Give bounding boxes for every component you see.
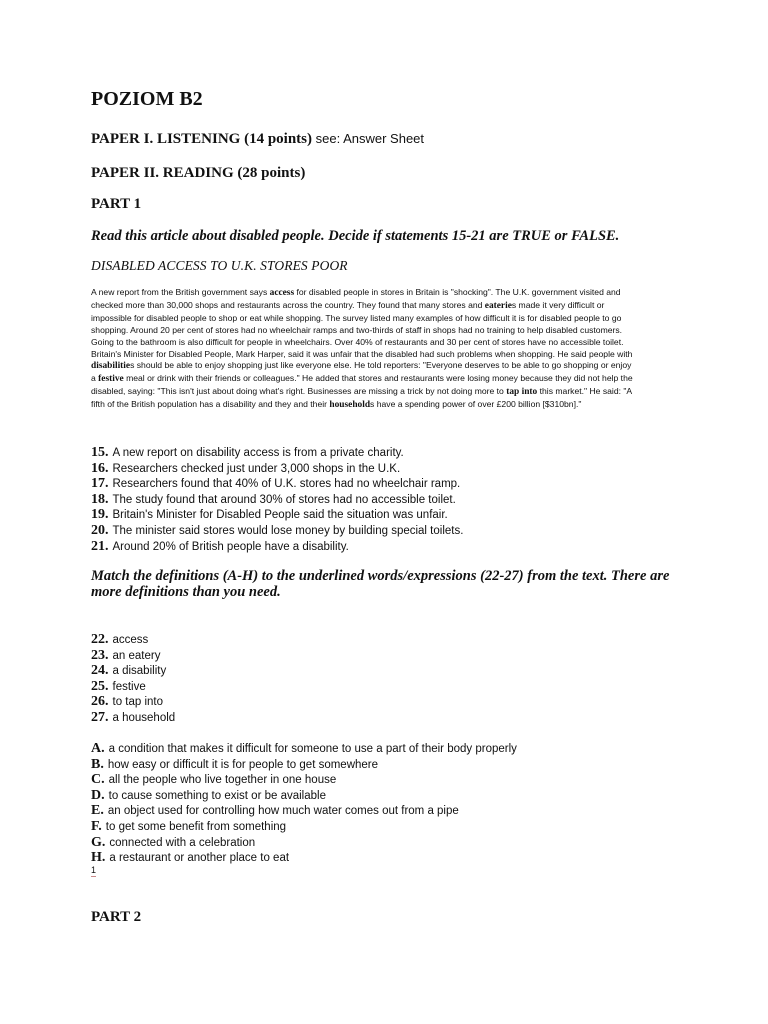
part1-heading: PART 1 (91, 196, 142, 212)
keyword-access: access (269, 288, 295, 298)
keyword-eateries: eaterie (484, 300, 512, 311)
statement-item (91, 522, 463, 538)
word-number: 25. (91, 678, 109, 694)
statement-item (91, 444, 463, 460)
word-text: a disability (112, 665, 167, 678)
definition-item (91, 756, 517, 772)
definition-letter: H. (91, 850, 106, 866)
word-number: 27. (91, 709, 109, 725)
statement-number: 21. (91, 538, 109, 554)
article-text: made it very difficult or impossible for disabled people to shop or eat while shopping. The survey listed many examples of how difficult it is for disabled people to go shopping. Around 20 per cent of stores had no wheelchair ramps and two-thirds of staff in shops had no training to help disabled customers. Going to the bathroom is also difficult for people in wheelchairs. Over 40% of restaurants and 30 per cent of stores have no accessible toilet. (91, 299, 624, 347)
definition-text: an object used for controlling how much water comes out from a pipe (107, 805, 459, 818)
statement-text: The minister said stores would lose money by building special toilets. (112, 524, 464, 537)
statement-number: 19. (91, 507, 109, 523)
definition-text: how easy or difficult it is for people to get somewhere (107, 758, 379, 771)
article-text: s (511, 299, 517, 310)
footnote-marker: 1 (91, 865, 97, 875)
definition-item (91, 818, 517, 834)
word-text: a household (112, 711, 176, 724)
statement-item (91, 475, 463, 491)
definition-letter: G. (91, 834, 106, 850)
statement-item (91, 460, 463, 476)
statements-list (91, 444, 463, 553)
statement-text: A new report on disability access is from a private charity. (112, 447, 404, 459)
keyword-tap-into: tap into (506, 387, 538, 398)
definition-text: all the people who live together in one house (108, 774, 337, 787)
definition-text: a restaurant or another place to eat (109, 852, 290, 865)
article-paragraph (91, 349, 636, 413)
statement-number: 18. (91, 491, 109, 507)
definition-item (91, 771, 517, 787)
statement-text: The study found that around 30% of stores had no accessible toilet. (112, 493, 456, 506)
word-text: to tap into (112, 696, 164, 709)
word-item (91, 631, 175, 647)
word-item (91, 693, 175, 709)
paper1-heading (91, 131, 424, 148)
word-text: festive (112, 680, 146, 693)
statement-text: Researchers found that 40% of U.K. stores had no wheelchair ramp. (112, 478, 461, 491)
definition-item (91, 787, 517, 803)
article-text: Britain's Minister for Disabled People, Mark Harper, said it was unfair that the disabled had such problems when shopping. He said people with (91, 348, 633, 359)
instruction-true-false: Read this article about disabled people. Decide if statements 15-21 are TRUE or FALSE. (91, 228, 620, 244)
definition-letter: A. (91, 741, 105, 756)
word-number: 26. (91, 694, 109, 710)
definition-text: to cause something to exist or be available (108, 789, 326, 802)
word-item (91, 678, 175, 694)
statement-number: 17. (91, 476, 109, 492)
statement-item (91, 538, 463, 554)
definition-letter: E. (91, 803, 104, 819)
word-item (91, 709, 175, 725)
definition-letter: B. (91, 756, 104, 772)
definition-letter: F. (91, 818, 102, 834)
statement-item (91, 506, 463, 522)
word-item (91, 662, 175, 678)
article-text: this market." He said: "A fifth of the British population has a disability and they and their (91, 386, 632, 410)
paper1-label: PAPER I. LISTENING (14 points) (91, 131, 313, 147)
statement-text: Researchers checked just under 3,000 shops in the U.K. (112, 462, 401, 475)
statement-text: Britain's Minister for Disabled People said the situation was unfair. (112, 509, 448, 522)
article-body (91, 287, 636, 412)
article-title: DISABLED ACCESS TO U.K. STORES POOR (91, 258, 348, 273)
keyword-households: household (329, 400, 371, 411)
part2-heading: PART 2 (91, 909, 142, 925)
statement-item (91, 491, 463, 507)
statement-text: Around 20% of British people have a disability. (112, 540, 349, 553)
definition-letter: D. (91, 787, 105, 803)
words-list (91, 631, 175, 725)
paper1-see-text: see: Answer Sheet (312, 131, 425, 146)
word-number: 23. (91, 647, 109, 663)
word-item (91, 647, 175, 663)
definition-item (91, 849, 517, 865)
article-text: for disabled people in stores in Britain is "shocking". The U.K. government visited and checked more than 30,000 shops and restaurants across the country. They found that many stores and (91, 287, 621, 310)
keyword-disabilities: disabilitie (91, 361, 131, 372)
article-text: should be able to enjoy shopping just like everyone else. He told reporters: "Everyone deserves to be able to go shopping or enjoy a (91, 360, 632, 384)
definition-text: connected with a celebration (109, 836, 256, 849)
definition-text: to get some benefit from something (105, 820, 287, 833)
article-text: meal or drink with their friends or colleagues." He added that stores and restaurants were losing money because they did not help the disabled, saying: "This isn't just about doing what's right. Businesses are missing a trick by not doing more to (91, 373, 633, 397)
paper2-heading: PAPER II. READING (28 points) (91, 165, 306, 181)
page-heading: POZIOM B2 (91, 88, 203, 110)
word-number: 22. (91, 632, 109, 647)
word-text: access (112, 634, 149, 646)
definition-item (91, 802, 517, 818)
definition-item (91, 740, 517, 756)
definition-text: a condition that makes it difficult for someone to use a part of their body properly (108, 743, 517, 755)
statement-number: 16. (91, 460, 109, 476)
instruction-matching: Match the definitions (A-H) to the underlined words/expressions (22-27) from the text. There are more definitions than you need. (91, 568, 670, 600)
statement-number: 15. (91, 445, 109, 460)
word-text: an eatery (112, 649, 161, 662)
article-text: s (370, 399, 375, 410)
article-paragraph (91, 287, 636, 349)
definition-letter: C. (91, 772, 105, 788)
definition-item (91, 834, 517, 850)
statement-number: 20. (91, 522, 109, 538)
article-text: A new report from the British government says (91, 287, 270, 297)
keyword-festive: festive (98, 374, 124, 385)
article-text: s (130, 360, 135, 371)
article-text: have a spending power of over £200 billion [$310bn]." (374, 399, 582, 410)
definitions-list (91, 740, 517, 865)
word-number: 24. (91, 663, 109, 679)
